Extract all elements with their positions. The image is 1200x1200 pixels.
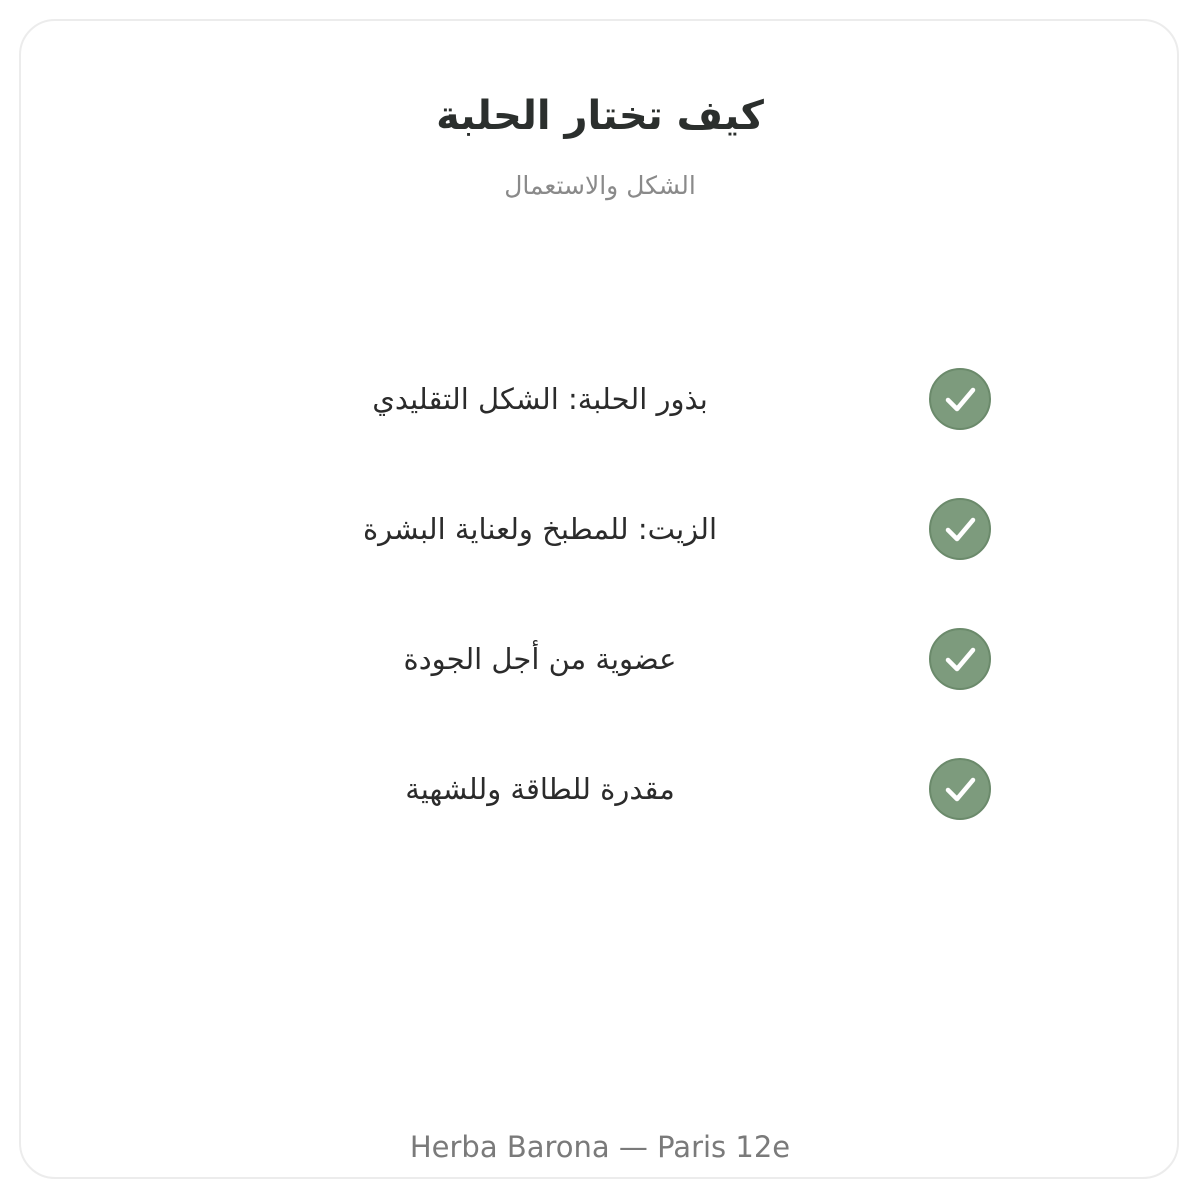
footer-brand: Herba Barona — Paris 12e xyxy=(409,1130,791,1164)
check-icon xyxy=(929,498,991,560)
list-item xyxy=(0,758,1200,820)
check-icon xyxy=(929,628,991,690)
list-item-label: الزيت: للمطبخ ولعناية البشرة xyxy=(362,512,718,546)
list-item-label: مقدرة للطاقة وللشهية xyxy=(405,772,675,806)
list-item xyxy=(0,628,1200,690)
page-subtitle: الشكل والاستعمال xyxy=(504,171,696,200)
list-item-label: بذور الحلبة: الشكل التقليدي xyxy=(372,382,708,416)
list-item-label: عضوية من أجل الجودة xyxy=(403,642,677,676)
list-item xyxy=(0,368,1200,430)
check-icon xyxy=(929,758,991,820)
page-title: كيف تختار الحلبة xyxy=(436,93,764,139)
list-item xyxy=(0,498,1200,560)
check-icon xyxy=(929,368,991,430)
